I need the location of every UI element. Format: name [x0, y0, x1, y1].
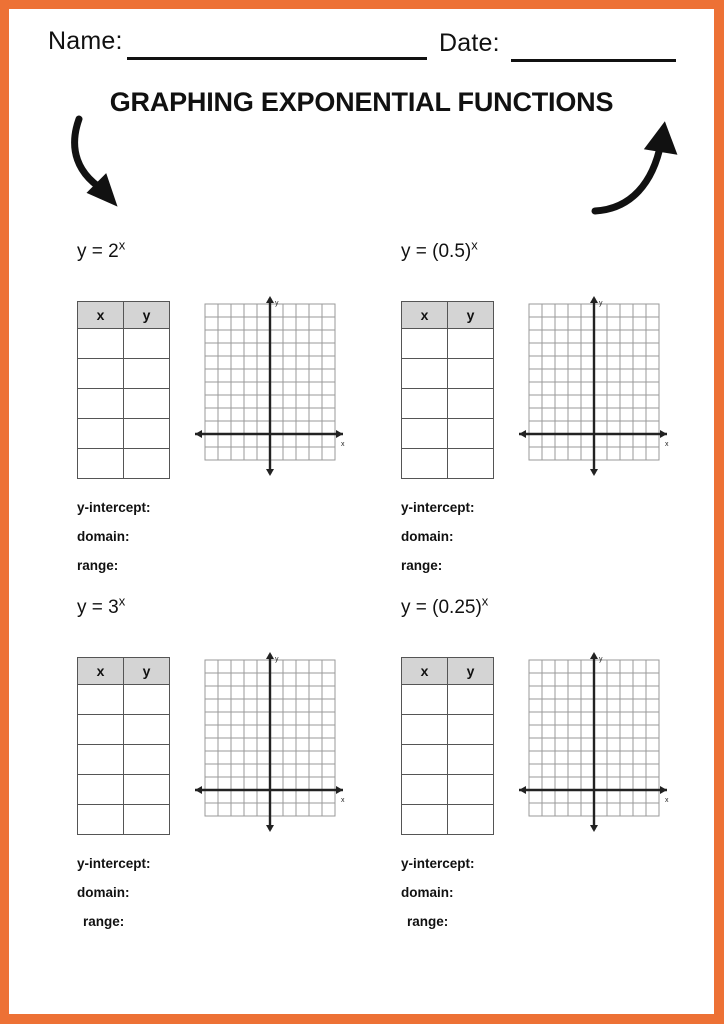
cell-x[interactable]	[78, 715, 124, 745]
cell-x[interactable]	[402, 805, 448, 835]
domain-prompt[interactable]: domain:	[401, 529, 454, 544]
y-axis-label: y	[275, 300, 279, 307]
cell-y[interactable]	[448, 389, 494, 419]
problem-4-coordinate-grid[interactable]	[519, 652, 679, 837]
table-header-row	[78, 302, 170, 329]
name-date-row	[9, 9, 714, 67]
problem-2-answers	[401, 493, 475, 580]
curved-arrow-left-icon	[61, 113, 166, 218]
column-header-y: y	[124, 658, 170, 685]
problem-4-function-exponent: x	[481, 593, 489, 609]
cell-y[interactable]	[448, 775, 494, 805]
cell-y[interactable]	[124, 775, 170, 805]
table-header-row	[78, 658, 170, 685]
cell-y[interactable]	[448, 685, 494, 715]
column-header-x: x	[78, 658, 124, 685]
cell-x[interactable]	[402, 745, 448, 775]
y-axis-label: y	[599, 300, 603, 307]
cell-x[interactable]	[78, 805, 124, 835]
problem-2-function	[401, 237, 478, 263]
table-row	[78, 449, 170, 479]
table-row	[402, 715, 494, 745]
problem-2-coordinate-grid[interactable]	[519, 296, 679, 481]
name-label: Name:	[48, 27, 123, 55]
cell-y[interactable]	[124, 745, 170, 775]
problem-3-function-exponent: x	[118, 593, 126, 609]
problem-1-coordinate-grid[interactable]	[195, 296, 355, 481]
cell-y[interactable]	[124, 685, 170, 715]
y-intercept-prompt[interactable]: y-intercept:	[77, 500, 151, 515]
table-row	[402, 685, 494, 715]
cell-x[interactable]	[78, 329, 124, 359]
problem-3-coordinate-grid[interactable]	[195, 652, 355, 837]
column-header-x: x	[402, 302, 448, 329]
page-title: GRAPHING EXPONENTIAL FUNCTIONS	[109, 87, 614, 117]
cell-x[interactable]	[78, 745, 124, 775]
problem-1-answers	[77, 493, 151, 580]
problem-2-xy-table	[401, 301, 494, 479]
problem-4-function-base: y = (0.25)	[401, 597, 482, 618]
table-row	[78, 685, 170, 715]
y-axis-label: y	[599, 656, 603, 663]
table-row	[402, 449, 494, 479]
cell-x[interactable]	[78, 449, 124, 479]
problem-1-xy-table	[77, 301, 170, 479]
table-row	[402, 329, 494, 359]
x-axis-label: x	[665, 797, 669, 804]
cell-x[interactable]	[402, 359, 448, 389]
x-axis-label: x	[341, 441, 345, 448]
range-prompt[interactable]: range:	[83, 914, 125, 929]
table-row	[402, 389, 494, 419]
cell-y[interactable]	[124, 715, 170, 745]
cell-y[interactable]	[448, 805, 494, 835]
cell-x[interactable]	[402, 685, 448, 715]
cell-y[interactable]	[448, 745, 494, 775]
y-intercept-prompt[interactable]: y-intercept:	[77, 856, 151, 871]
domain-prompt[interactable]: domain:	[77, 885, 130, 900]
problem-4-function	[401, 593, 489, 619]
table-row	[78, 805, 170, 835]
cell-y[interactable]	[124, 329, 170, 359]
cell-x[interactable]	[402, 389, 448, 419]
problem-2-function-base: y = (0.5)	[401, 241, 472, 262]
problem-3-answers	[77, 849, 151, 936]
range-prompt[interactable]: range:	[401, 558, 443, 573]
problem-3-function	[77, 593, 126, 619]
table-row	[78, 745, 170, 775]
date-write-line[interactable]	[511, 59, 676, 62]
cell-y[interactable]	[124, 389, 170, 419]
y-intercept-prompt[interactable]: y-intercept:	[401, 500, 475, 515]
cell-x[interactable]	[402, 715, 448, 745]
cell-y[interactable]	[448, 449, 494, 479]
table-row	[402, 745, 494, 775]
cell-x[interactable]	[402, 775, 448, 805]
cell-x[interactable]	[78, 419, 124, 449]
domain-prompt[interactable]: domain:	[77, 529, 130, 544]
problem-4-answers	[401, 849, 475, 936]
column-header-y: y	[124, 302, 170, 329]
table-header-row	[402, 302, 494, 329]
x-axis-label: x	[341, 797, 345, 804]
cell-y[interactable]	[448, 419, 494, 449]
worksheet-sheet	[9, 9, 714, 1014]
problem-3-xy-table	[77, 657, 170, 835]
cell-y[interactable]	[448, 715, 494, 745]
table-row	[78, 715, 170, 745]
cell-y[interactable]	[448, 329, 494, 359]
y-axis-label: y	[275, 656, 279, 663]
y-intercept-prompt[interactable]: y-intercept:	[401, 856, 475, 871]
column-header-x: x	[78, 302, 124, 329]
x-axis-label: x	[665, 441, 669, 448]
cell-y[interactable]	[124, 805, 170, 835]
cell-x[interactable]	[78, 389, 124, 419]
cell-y[interactable]	[124, 449, 170, 479]
table-row	[402, 775, 494, 805]
table-row	[78, 389, 170, 419]
column-header-x: x	[402, 658, 448, 685]
column-header-y: y	[448, 302, 494, 329]
table-row	[402, 359, 494, 389]
range-prompt[interactable]: range:	[407, 914, 449, 929]
cell-x[interactable]	[78, 775, 124, 805]
column-header-y: y	[448, 658, 494, 685]
table-row	[78, 329, 170, 359]
name-write-line[interactable]	[127, 57, 427, 60]
range-prompt[interactable]: range:	[77, 558, 119, 573]
cell-x[interactable]	[78, 359, 124, 389]
problem-1-function-exponent: x	[118, 237, 126, 253]
problem-3-function-base: y = 3	[77, 597, 119, 618]
cell-y[interactable]	[448, 359, 494, 389]
table-row	[78, 359, 170, 389]
cell-x[interactable]	[402, 449, 448, 479]
table-row	[402, 805, 494, 835]
problem-4-xy-table	[401, 657, 494, 835]
cell-x[interactable]	[78, 685, 124, 715]
date-label: Date:	[439, 29, 500, 57]
problem-1-function	[77, 237, 126, 263]
cell-y[interactable]	[124, 359, 170, 389]
cell-x[interactable]	[402, 419, 448, 449]
cell-x[interactable]	[402, 329, 448, 359]
problem-1-function-base: y = 2	[77, 241, 119, 262]
table-row	[78, 775, 170, 805]
table-row	[402, 419, 494, 449]
cell-y[interactable]	[124, 419, 170, 449]
table-row	[78, 419, 170, 449]
table-header-row	[402, 658, 494, 685]
curved-arrow-right-icon	[587, 117, 687, 224]
problem-2-function-exponent: x	[471, 237, 478, 253]
domain-prompt[interactable]: domain:	[401, 885, 454, 900]
